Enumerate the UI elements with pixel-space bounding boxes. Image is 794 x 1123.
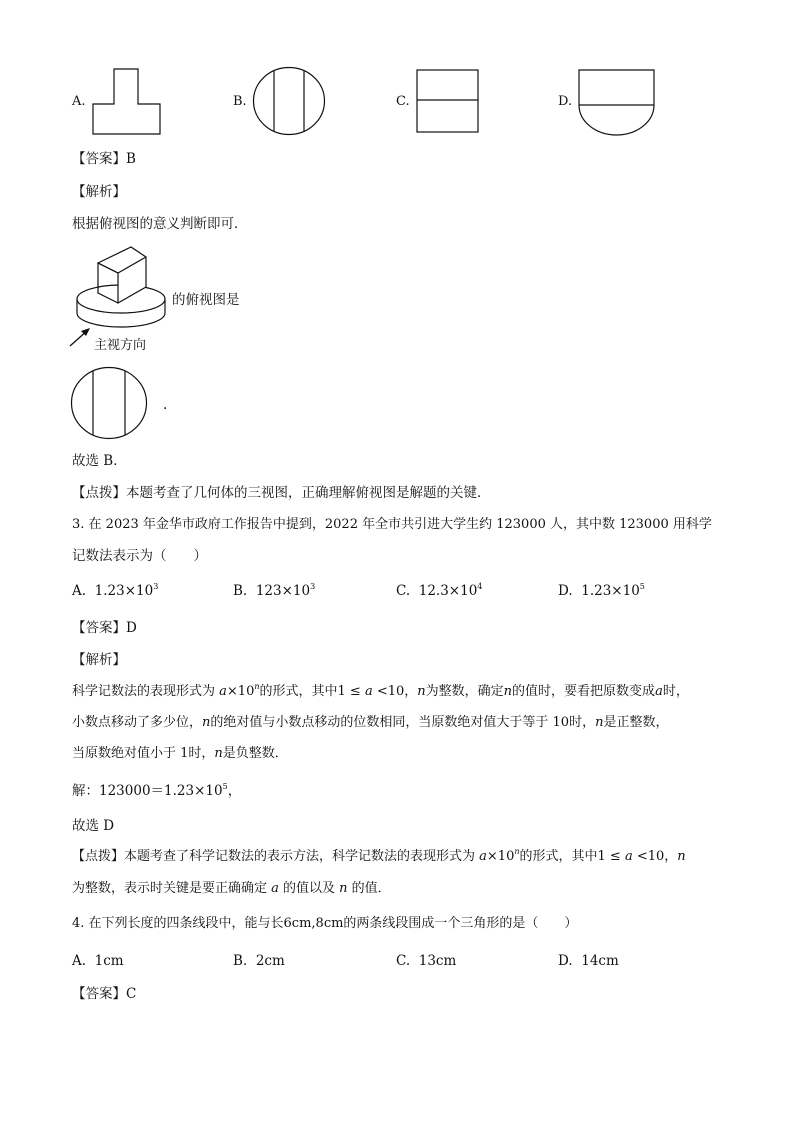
direction-label: 主视方向 — [94, 338, 147, 353]
q3-option-a-exp: 3 — [153, 582, 159, 591]
q3-comment-line2: 为整数，表示时关键是要正确确定 a 的值以及 n 的值． — [72, 881, 391, 896]
q3-option-b-exp: 3 — [310, 582, 316, 591]
q3-option-b — [233, 582, 315, 600]
rectangle-horizontal-line-icon — [416, 69, 480, 135]
solid-caption: 的俯视图是 — [172, 292, 240, 308]
q3-solution: 解：$123000=1.23\times 10^5$， — [72, 782, 242, 799]
q3-analysis-line3: 当原数绝对值小于 1时，n是负整数． — [72, 746, 288, 761]
solid-cylinder-block-figure — [76, 243, 172, 329]
q3-option-a-value: 1.23×10 — [94, 583, 154, 599]
q3-conclusion: 故选 D — [72, 818, 115, 834]
figure-period: . — [163, 397, 168, 413]
top-view-circle-figure — [70, 366, 150, 442]
q3-comment-line1: 【点拨】本题考查了科学记数法的表示方法，科学记数法的表现形式为 $a\times 10^n$的形式，其中1 ≤ a <10，n — [72, 847, 686, 864]
circle-two-vertical-lines-icon — [252, 67, 328, 137]
q2-answer: 【答案】B — [72, 151, 136, 167]
t-shape-icon — [92, 68, 162, 136]
q4-stem: 4. 在下列长度的四条线段中，能与长6cm,8cm的两条线段围成一个三角形的是（ ） — [72, 916, 578, 931]
q3-option-c-exp: 4 — [477, 582, 483, 591]
q2-option-c-label: C. — [396, 94, 410, 109]
q3-analysis-heading: 【解析】 — [72, 652, 126, 668]
q3-answer: 【答案】D — [72, 620, 137, 636]
q2-conclusion: 故选 B． — [72, 453, 127, 469]
rectangle-semicircle-icon — [578, 69, 658, 137]
q3-stem-line1: 3. 在 2023 年金华市政府工作报告中提到，2022 年全市共引进大学生约 123000 人，其中数 123000 用科学 — [72, 517, 712, 532]
q2-analysis-heading: 【解析】 — [72, 184, 126, 200]
q3-option-c-label: C. — [396, 583, 411, 599]
q3-stem-line2: 记数法表示为（ ） — [72, 548, 207, 564]
q3-option-d — [558, 582, 645, 600]
q3-option-c-value: 12.3×10 — [418, 583, 478, 599]
q3-analysis-line2: 小数点移动了多少位，n的绝对值与小数点移动的位数相同，当原数绝对值大于等于 10时，n是正整数， — [72, 715, 669, 730]
q2-option-b-label: B. — [233, 94, 247, 109]
q4-option-b: B. 2cm — [233, 953, 285, 969]
arrow-icon — [68, 326, 94, 348]
q4-option-a: A. 1cm — [72, 953, 124, 969]
q3-analysis-line1: 科学记数法的表现形式为 $a\times 10^n$的形式，其中1 ≤ a <10，n为整数，确定n的值时，要看把原数变成a时， — [72, 682, 689, 699]
q3-option-d-label: D. — [558, 583, 573, 599]
q3-option-a — [72, 582, 158, 600]
q4-answer: 【答案】C — [72, 986, 137, 1002]
q3-option-d-value: 1.23×10 — [581, 583, 640, 599]
q2-comment: 【点拨】本题考查了几何体的三视图，正确理解俯视图是解题的关键． — [72, 485, 491, 501]
q3-option-d-exp: 5 — [639, 582, 645, 591]
q2-option-a-label: A. — [72, 94, 86, 109]
q3-option-b-value: 123×10 — [255, 583, 311, 599]
q4-option-d: D. 14cm — [558, 953, 619, 969]
q2-analysis-text: 根据俯视图的意义判断即可． — [72, 216, 248, 232]
q3-option-c — [396, 582, 482, 600]
q3-option-a-label: A. — [72, 583, 87, 599]
q2-option-d-label: D. — [558, 94, 573, 109]
q4-option-c: C. 13cm — [396, 953, 457, 969]
q3-option-b-label: B. — [233, 583, 248, 599]
